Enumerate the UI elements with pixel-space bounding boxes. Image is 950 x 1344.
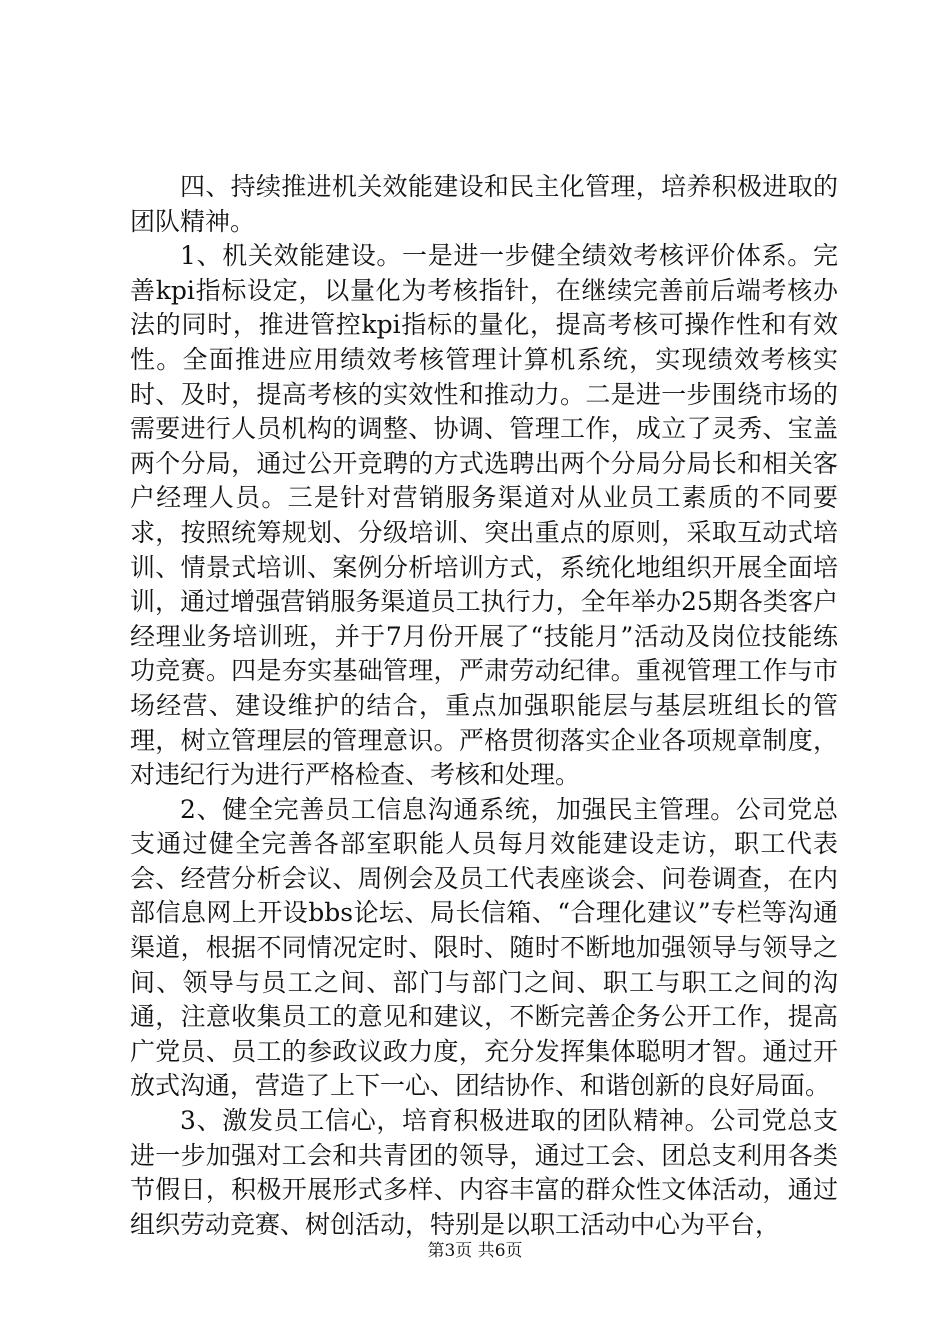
body-paragraph-3: 3、激发员工信心，培育积极进取的团队精神。公司党总支进一步加强对工会和共青团的领导，通过工会、团总支利用各类节假日，积极开展形式多样、内容丰富的群众性文体活动，通过组织劳动竞赛、树创活动，特别是以职工活动中心为平台， (130, 1106, 838, 1239)
page-footer: 第3页 共6页 (427, 1241, 523, 1261)
body-paragraph-2: 2、健全完善员工信息沟通系统，加强民主管理。公司党总支通过健全完善各部室职能人员每月效能建设走访，职工代表会、经营分析会议、周例会及员工代表座谈会、问卷调查，在内部信息网上开设bbs论坛、局长信箱、“合理化建议”专栏等沟通渠道，根据不同情况定时、限时、随时不断地加强领导与领导之间、领导与员工之间、部门与部门之间、职工与职工之间的沟通，注意收集员工的意见和建议，不断完善企务公开工作，提高广党员、员工的参政议政力度，充分发挥集体聪明才智。通过开放式沟通，营造了上下一心、团结协作、和谐创新的良好局面。 (130, 794, 838, 1101)
body-paragraph-1: 1、机关效能建设。一是进一步健全绩效考核评价体系。完善kpi指标设定，以量化为考核指针，在继续完善前后端考核办法的同时，推进管控kpi指标的量化，提高考核可操作性和有效性。全面推进应用绩效考核管理计算机系统，实现绩效考核实时、及时，提高考核的实效性和推动力。二是进一步围绕市场的需要进行人员机构的调整、协调、管理工作，成立了灵秀、宝盖两个分局，通过公开竞聘的方式选聘出两个分局分局长和相关客户经理人员。三是针对营销服务渠道对从业员工素质的不同要求，按照统筹规划、分级培训、突出重点的原则，采取互动式培训、情景式培训、案例分析培训方式，系统化地组织开展全面培训，通过增强营销服务渠道员工执行力，全年举办25期各类客户经理业务培训班，并于7月份开展了“技能月”活动及岗位技能练功竞赛。四是夯实基础管理，严肃劳动纪律。重视管理工作与市场经营、建设维护的结合，重点加强职能层与基层班组长的管理，树立管理层的管理意识。严格贯彻落实企业各项规章制度，对违纪行为进行严格检查、考核和处理。 (130, 241, 838, 790)
section-heading-paragraph: 四、持续推进机关效能建设和民主化管理，培养积极进取的团队精神。 (130, 172, 838, 236)
document-body (130, 170, 838, 1242)
